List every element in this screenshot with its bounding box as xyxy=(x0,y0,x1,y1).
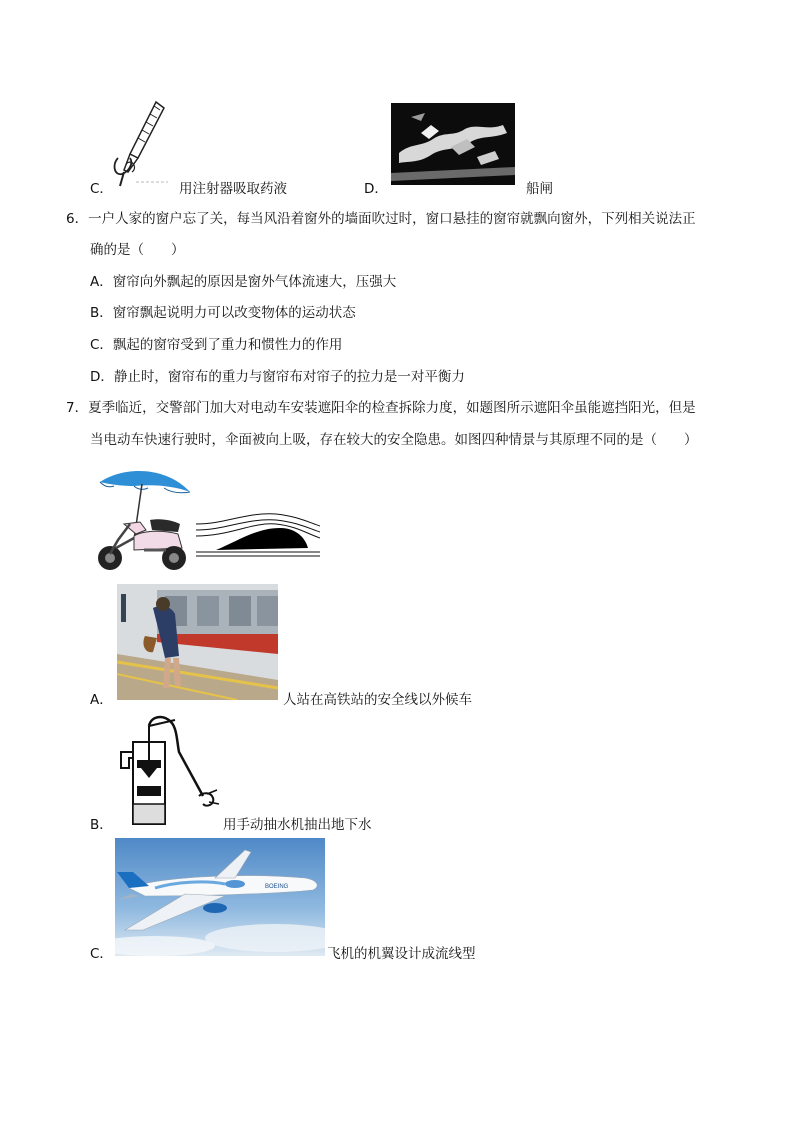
q5-option-d-caption: 船闸 xyxy=(526,181,553,197)
q6-option-a: A．窗帘向外飘起的原因是窗外气体流速大，压强大 xyxy=(90,274,397,290)
q6-stem-line2: 确的是（ ） xyxy=(90,242,185,258)
q6-option-c: C．飘起的窗帘受到了重力和惯性力的作用 xyxy=(90,337,343,353)
q7-stem-line1: 7．夏季临近，交警部门加大对电动车安装遮阳伞的检查拆除力度，如题图所示遮阳伞虽能遮挡阳光，但是 xyxy=(66,400,696,416)
q5-option-c-caption: 用注射器吸取药液 xyxy=(179,181,287,197)
q7-option-a-caption: 人站在高铁站的安全线以外候车 xyxy=(283,692,472,708)
q7-option-b-letter: B． xyxy=(90,817,113,833)
scooter-umbrella-image xyxy=(94,464,194,576)
q6-option-b: B．窗帘飘起说明力可以改变物体的运动状态 xyxy=(90,305,356,321)
q5-option-d-letter: D． xyxy=(364,181,388,197)
q7-stem-line2: 当电动车快速行驶时，伞面被向上吸，存在较大的安全隐患。如图四种情景与其原理不同的是（ ） xyxy=(90,432,698,448)
train-platform-photo xyxy=(117,584,278,700)
syringe-image xyxy=(108,98,170,188)
q7-option-c-caption: 飞机的机翼设计成流线型 xyxy=(327,946,476,962)
q7-option-a-letter: A． xyxy=(90,692,113,708)
q6-stem-line1: 6．一户人家的窗户忘了关，每当风沿着窗外的墙面吹过时，窗口悬挂的窗帘就飘向窗外，下列相关说法正 xyxy=(66,211,696,227)
plane-brand-text: BOEING xyxy=(265,884,289,890)
airplane-photo xyxy=(115,838,325,956)
q7-option-c-letter: C． xyxy=(90,946,113,962)
airfoil-diagram xyxy=(196,512,320,558)
ship-lock-image xyxy=(391,103,515,185)
q5-option-c-letter: C． xyxy=(90,181,113,197)
q7-option-b-caption: 用手动抽水机抽出地下水 xyxy=(223,817,372,833)
hand-pump-diagram xyxy=(117,712,221,830)
q6-option-d: D．静止时，窗帘布的重力与窗帘布对帘子的拉力是一对平衡力 xyxy=(90,369,465,385)
